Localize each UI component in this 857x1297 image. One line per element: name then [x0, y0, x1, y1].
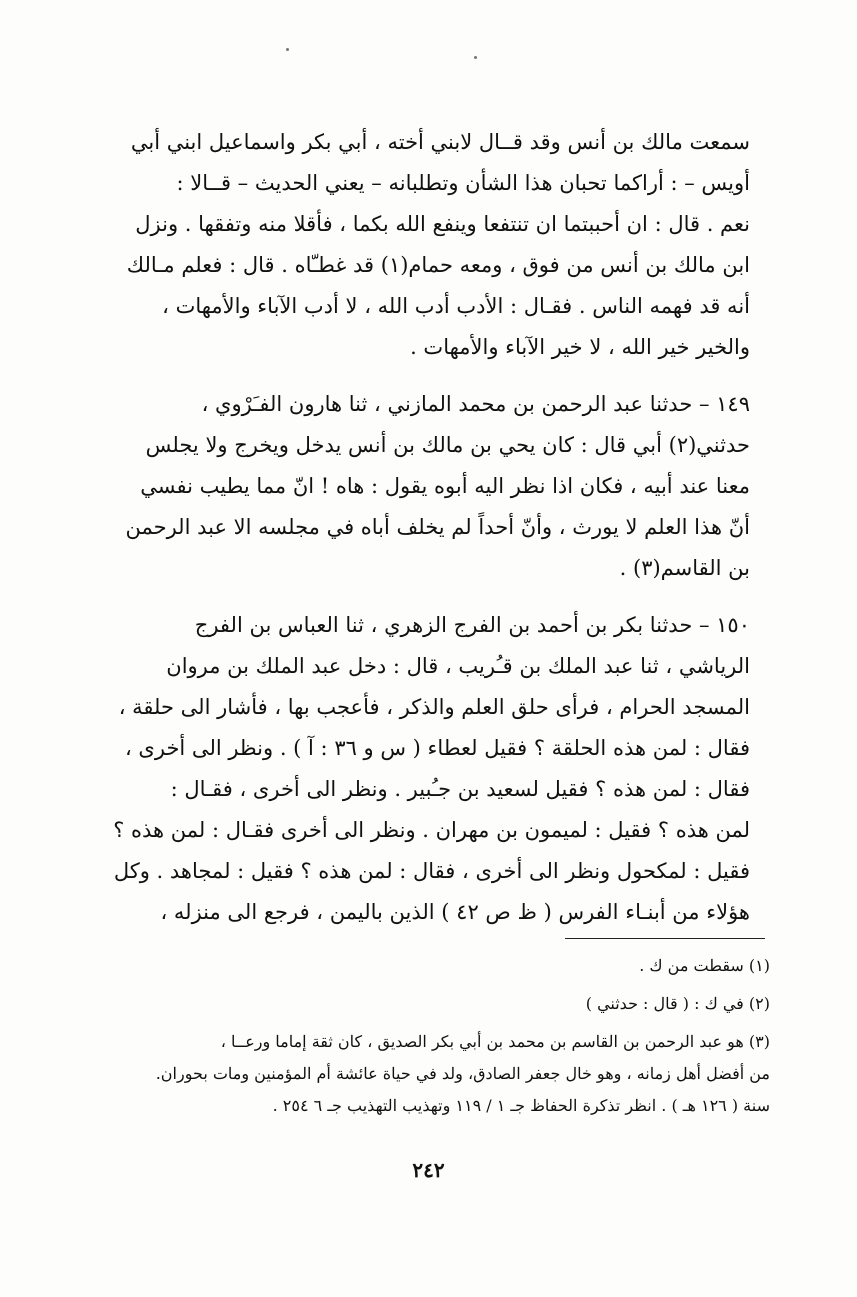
text-line: هؤلاء من أبنـاء الفرس ( ظ ص ٤٢ ) الذين باليمن ، فرجع الى منزله ، [160, 900, 750, 924]
text-line: أنّ هذا العلم لا يورث ، وأنّ أحداً لم يخلف أباه في مجلسه الا عبد الرحمن [125, 515, 750, 539]
footnote-line: (١) سقطت من ك . [639, 956, 770, 975]
text-line: حدثني(٢) أبي قال : كان يحي بن مالك بن أنس يدخل ويخرج ولا يجلس [145, 433, 750, 457]
footnote-line: (٣) هو عبد الرحمن بن القاسم بن محمد بن أبي بكر الصديق ، كان ثقة إماما ورعــا ، [220, 1032, 770, 1051]
text-line: المسجد الحرام ، فرأى حلق العلم والذكر ، فأعجب بها ، فأشار الى حلقة ، [118, 695, 750, 719]
text-line: نعم . قال : ان أحببتما ان تنتفعا وينفع الله بكما ، فأقلا منه وتفقها . ونزل [135, 212, 750, 236]
paragraph-149 [90, 384, 750, 589]
text-line: فقيل : لمكحول ونظر الى أخرى ، فقال : لمن هذه ؟ فقيل : لمجاهد . وكل [113, 859, 750, 883]
text-line: أويس – : أراكما تحبان هذا الشأن وتطلبانه – يعني الحديث – قــالا : [176, 171, 750, 195]
text-line: سمعت مالك بن أنس وقد قــال لابني أخته ، أبي بكر واسماعيل ابني أبي [130, 130, 750, 154]
paragraph-150 [90, 605, 750, 933]
scan-speck [474, 56, 477, 59]
footnote-line: (٢) في ك : ( قال : حدثني ) [585, 994, 770, 1013]
footnote-divider [565, 938, 765, 939]
text-line: لمن هذه ؟ فقيل : لميمون بن مهران . ونظر الى أخرى فقـال : لمن هذه ؟ [113, 818, 750, 842]
text-line: ١٥٠ – حدثنا بكر بن أحمد بن الفرج الزهري ، ثنا العباس بن الفرج [194, 613, 750, 637]
footnote-line: سنة ( ١٢٦ هـ ) . انظر تذكرة الحفاظ جـ ١ / ١١٩ وتهذيب التهذيب جـ ٦ ٢٥٤ . [272, 1096, 770, 1115]
text-line: ابن مالك بن أنس من فوق ، ومعه حمام(١) قد غطـّاه . قال : فعلم مـالك [126, 253, 750, 277]
footnotes [110, 950, 770, 1122]
page-number: ٢٤٢ [412, 1158, 445, 1182]
footnote-2 [110, 988, 770, 1020]
text-line: والخير خير الله ، لا خير الآباء والأمهات . [410, 335, 750, 359]
text-line: فقال : لمن هذه الحلقة ؟ فقيل لعطاء ( س و ٣٦ : آ ) . ونظر الى أخرى ، [124, 736, 750, 760]
text-line: ١٤٩ – حدثنا عبد الرحمن بن محمد المازني ، ثنا هارون الفـَرْوي ، [201, 392, 750, 416]
text-line: فقال : لمن هذه ؟ فقيل لسعيد بن جـُبير . ونظر الى أخرى ، فقـال : [170, 777, 750, 801]
text-line: بن القاسم(٣) . [619, 556, 750, 580]
text-line: أنه قد فهمه الناس . فقـال : الأدب أدب الله ، لا أدب الآباء والأمهات ، [162, 294, 750, 318]
footnote-line: من أفضل أهل زمانه ، وهو خال جعفر الصادق، ولد في حياة عائشة أم المؤمنين ومات بحوران. [155, 1064, 770, 1083]
footnote-3 [110, 1026, 770, 1122]
main-text [90, 122, 750, 933]
paragraph-1 [90, 122, 750, 368]
text-line: معنا عند أبيه ، فكان اذا نظر اليه أبوه يقول : هاه ! انّ مما يطيب نفسي [140, 474, 750, 498]
scan-speck [286, 48, 289, 51]
text-line: الرياشي ، ثنا عبد الملك بن قـُريب ، قال : دخل عبد الملك بن مروان [166, 654, 750, 678]
footnote-1 [110, 950, 770, 982]
